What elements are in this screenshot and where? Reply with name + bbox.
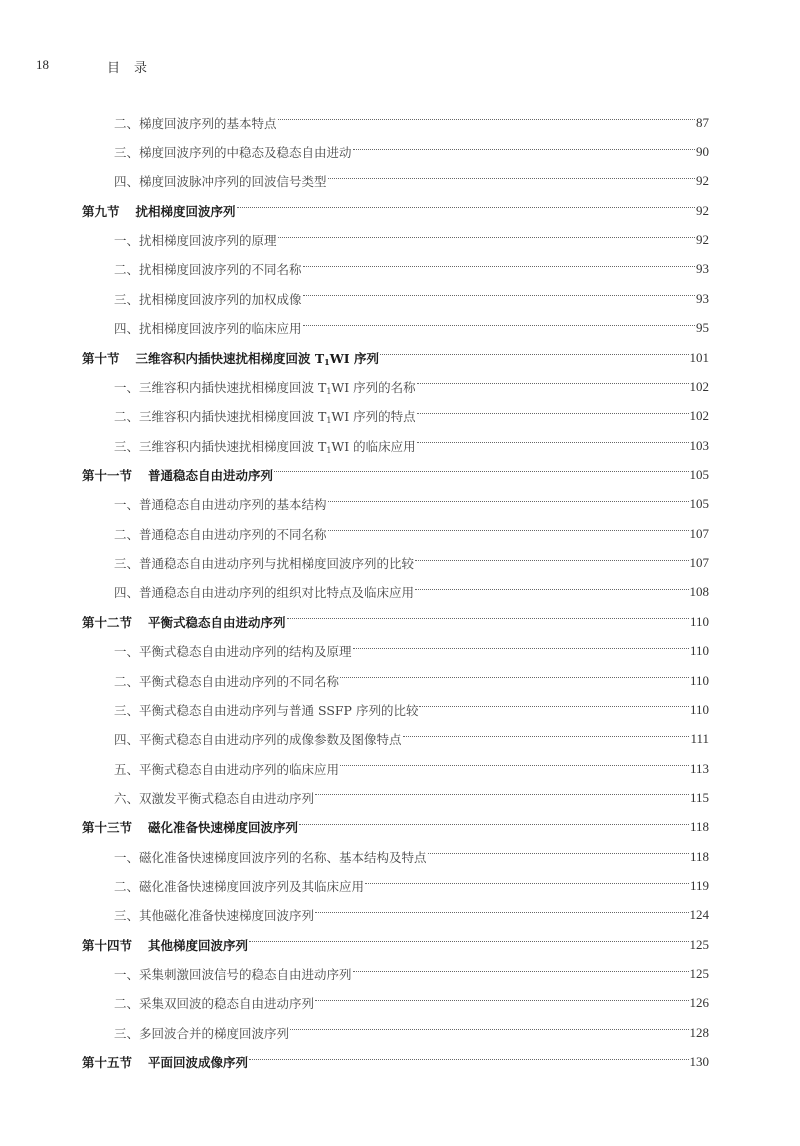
- dot-leader: [315, 1000, 688, 1001]
- toc-subsection-entry[interactable]: [82, 842, 709, 871]
- entry-title-text: 一、平衡式稳态自由进动序列的结构及原理: [114, 644, 352, 660]
- dot-leader: [237, 207, 695, 208]
- entry-title-text: 四、普通稳态自由进动序列的组织对比特点及临床应用: [114, 585, 415, 601]
- entry-title-text: 扰相梯度回波序列: [135, 203, 236, 219]
- toc-subsection-entry[interactable]: [82, 901, 709, 930]
- dot-leader: [340, 677, 689, 678]
- entry-page-number: 87: [696, 114, 709, 130]
- dot-leader: [365, 883, 689, 884]
- dot-leader: [328, 178, 695, 179]
- entry-title-text: 二、平衡式稳态自由进动序列的不同名称: [114, 673, 340, 689]
- dot-leader: [415, 589, 688, 590]
- entry-page-number: 107: [689, 525, 709, 541]
- entry-page-number: 125: [689, 936, 709, 952]
- entry-page-number: 110: [689, 643, 709, 659]
- entry-title-text: 三维容积内插快速扰相梯度回波 T: [135, 350, 325, 366]
- dot-leader: [274, 471, 688, 472]
- entry-page-number: 119: [689, 878, 709, 894]
- toc-subsection-entry[interactable]: [82, 754, 709, 783]
- entry-page-number: 105: [689, 466, 709, 482]
- entry-page-number: 105: [689, 496, 709, 512]
- subscript: 1: [324, 356, 330, 367]
- toc-section-entry[interactable]: [82, 196, 709, 225]
- section-number: 第十四节: [82, 937, 133, 953]
- entry-title: [114, 437, 416, 455]
- toc-section-entry[interactable]: [82, 607, 709, 636]
- toc-subsection-entry[interactable]: [82, 225, 709, 254]
- dot-leader: [303, 325, 695, 326]
- dot-leader: [287, 618, 689, 619]
- entry-page-number: 90: [696, 144, 709, 160]
- dot-leader: [428, 853, 689, 854]
- entry-title: [114, 1024, 289, 1042]
- entry-title-text: 三、普通稳态自由进动序列与扰相梯度回波序列的比较: [114, 556, 415, 572]
- entry-title: [114, 965, 352, 983]
- dot-leader: [315, 794, 689, 795]
- running-header-title: 目录: [107, 61, 162, 76]
- entry-title: [114, 172, 327, 190]
- entry-title-text: 磁化准备快速梯度回波序列: [148, 820, 299, 836]
- entry-title: [114, 760, 339, 778]
- entry-title: [114, 730, 402, 748]
- entry-title-text: 五、平衡式稳态自由进动序列的临床应用: [114, 761, 340, 777]
- toc-section-entry[interactable]: [82, 343, 709, 372]
- entry-page-number: 110: [689, 613, 709, 629]
- entry-title-text-after: WI 序列的特点: [331, 409, 416, 425]
- dot-leader: [380, 354, 689, 355]
- entry-title-text: 一、采集刺激回波信号的稳态自由进动序列: [114, 967, 352, 983]
- entry-title: [148, 466, 273, 484]
- entry-title-text: 二、采集双回波的稳态自由进动序列: [114, 996, 315, 1012]
- entry-title-text-after: WI 序列的名称: [331, 379, 416, 395]
- entry-title: [114, 789, 314, 807]
- toc-subsection-entry[interactable]: [82, 666, 709, 695]
- dot-leader: [417, 442, 689, 443]
- section-number: 第十一节: [82, 467, 133, 483]
- toc-subsection-entry[interactable]: [82, 284, 709, 313]
- entry-title: [114, 231, 277, 249]
- toc-subsection-entry[interactable]: [82, 548, 709, 577]
- entry-title: [114, 114, 277, 132]
- entry-title-text: 三、多回波合并的梯度回波序列: [114, 1025, 290, 1041]
- toc-subsection-entry[interactable]: [82, 783, 709, 812]
- entry-title: [114, 877, 364, 895]
- entry-page-number: 110: [689, 701, 709, 717]
- entry-title: [148, 613, 286, 631]
- dot-leader: [249, 941, 688, 942]
- entry-title-text: 普通稳态自由进动序列: [148, 467, 274, 483]
- entry-title: [114, 672, 339, 690]
- entry-title-text: 二、三维容积内插快速扰相梯度回波 T: [114, 409, 327, 425]
- entry-title: [136, 202, 236, 220]
- subscript: 1: [326, 445, 332, 455]
- dot-leader: [290, 1029, 688, 1030]
- dot-leader: [353, 971, 689, 972]
- dot-leader: [415, 560, 688, 561]
- entry-page-number: 125: [689, 966, 709, 982]
- entry-title: [114, 143, 352, 161]
- entry-title: [114, 290, 302, 308]
- section-number: 第十二节: [82, 614, 133, 630]
- toc-subsection-entry[interactable]: [82, 167, 709, 196]
- entry-page-number: 126: [689, 995, 709, 1011]
- toc-subsection-entry[interactable]: [82, 402, 709, 431]
- section-number: 第十节: [82, 350, 120, 366]
- entry-title-text: 二、梯度回波序列的基本特点: [114, 115, 277, 131]
- entry-title: [148, 1053, 248, 1071]
- entry-title-text-after: WI 序列: [329, 350, 379, 366]
- dot-leader: [417, 413, 689, 414]
- entry-page-number: 93: [696, 261, 709, 277]
- toc-subsection-entry[interactable]: [82, 695, 709, 724]
- toc-section-entry[interactable]: [82, 460, 709, 489]
- toc-subsection-entry[interactable]: [82, 490, 709, 519]
- entry-title-text: 二、磁化准备快速梯度回波序列及其临床应用: [114, 879, 365, 895]
- entry-title-text: 三、其他磁化准备快速梯度回波序列: [114, 908, 315, 924]
- entry-page-number: 93: [696, 290, 709, 306]
- entry-title: [114, 848, 427, 866]
- toc-section-entry[interactable]: [82, 1048, 709, 1077]
- entry-title: [114, 906, 314, 924]
- entry-page-number: 102: [689, 408, 709, 424]
- page-number: 18: [36, 57, 49, 72]
- entry-page-number: 108: [689, 584, 709, 600]
- dot-leader: [303, 266, 695, 267]
- entry-title-text: 三、平衡式稳态自由进动序列与普通 SSFP 序列的比较: [114, 702, 419, 718]
- entry-title: [114, 260, 302, 278]
- entry-title-text: 一、磁化准备快速梯度回波序列的名称、基本结构及特点: [114, 849, 427, 865]
- entry-title-text: 三、梯度回波序列的中稳态及稳态自由进动: [114, 145, 352, 161]
- entry-page-number: 118: [689, 848, 709, 864]
- entry-title: [114, 642, 352, 660]
- toc-subsection-entry[interactable]: [82, 578, 709, 607]
- entry-title-text: 二、普通稳态自由进动序列的不同名称: [114, 526, 327, 542]
- toc-subsection-entry[interactable]: [82, 431, 709, 460]
- dot-leader: [353, 648, 689, 649]
- entry-title: [114, 378, 416, 396]
- toc-subsection-entry[interactable]: [82, 871, 709, 900]
- toc-subsection-entry[interactable]: [82, 372, 709, 401]
- toc-subsection-entry[interactable]: [82, 255, 709, 284]
- toc-subsection-entry[interactable]: [82, 725, 709, 754]
- section-number: 第十三节: [82, 820, 133, 836]
- entry-title-text-after: WI 的临床应用: [331, 438, 416, 454]
- entry-page-number: 92: [696, 202, 709, 218]
- entry-title: [136, 349, 379, 367]
- subscript: 1: [326, 416, 332, 426]
- entry-page-number: 111: [690, 731, 709, 747]
- dot-leader: [419, 706, 689, 707]
- entry-title: [114, 554, 414, 572]
- dot-leader: [340, 765, 689, 766]
- entry-title-text: 四、扰相梯度回波序列的临床应用: [114, 321, 302, 337]
- entry-title-text: 四、梯度回波脉冲序列的回波信号类型: [114, 174, 327, 190]
- toc-subsection-entry[interactable]: [82, 137, 709, 166]
- entry-title: [114, 495, 327, 513]
- entry-title-text: 平衡式稳态自由进动序列: [148, 614, 286, 630]
- entry-title-text: 六、双激发平衡式稳态自由进动序列: [114, 790, 315, 806]
- entry-page-number: 110: [689, 672, 709, 688]
- toc-section-entry[interactable]: [82, 930, 709, 959]
- dot-leader: [403, 736, 690, 737]
- toc-subsection-entry[interactable]: [82, 989, 709, 1018]
- dot-leader: [249, 1059, 688, 1060]
- dot-leader: [299, 824, 689, 825]
- section-number: 第十五节: [82, 1055, 133, 1071]
- dot-leader: [315, 912, 688, 913]
- entry-page-number: 118: [689, 819, 709, 835]
- entry-page-number: 95: [696, 320, 709, 336]
- entry-title: [148, 818, 298, 836]
- toc-subsection-entry[interactable]: [82, 1018, 709, 1047]
- entry-page-number: 124: [689, 907, 709, 923]
- entry-page-number: 92: [696, 232, 709, 248]
- entry-title-text: 一、三维容积内插快速扰相梯度回波 T: [114, 379, 327, 395]
- dot-leader: [328, 530, 689, 531]
- entry-page-number: 103: [689, 437, 709, 453]
- table-of-contents: [82, 108, 709, 1077]
- toc-section-entry[interactable]: [82, 813, 709, 842]
- dot-leader: [278, 237, 695, 238]
- entry-title: [114, 701, 418, 719]
- dot-leader: [353, 149, 695, 150]
- entry-page-number: 130: [689, 1054, 709, 1070]
- entry-title: [114, 407, 416, 425]
- entry-title: [114, 319, 302, 337]
- entry-page-number: 101: [689, 349, 709, 365]
- entry-title: [114, 994, 314, 1012]
- entry-page-number: 113: [689, 760, 709, 776]
- dot-leader: [328, 501, 689, 502]
- dot-leader: [278, 119, 695, 120]
- toc-subsection-entry[interactable]: [82, 519, 709, 548]
- entry-page-number: 92: [696, 173, 709, 189]
- subscript: 1: [326, 386, 332, 396]
- entry-title-text: 一、普通稳态自由进动序列的基本结构: [114, 497, 327, 513]
- entry-title-text: 二、扰相梯度回波序列的不同名称: [114, 262, 302, 278]
- dot-leader: [303, 295, 695, 296]
- entry-title-text: 三、三维容积内插快速扰相梯度回波 T: [114, 438, 327, 454]
- entry-page-number: 102: [689, 378, 709, 394]
- entry-title-text: 平面回波成像序列: [148, 1055, 249, 1071]
- toc-subsection-entry[interactable]: [82, 636, 709, 665]
- toc-subsection-entry[interactable]: [82, 314, 709, 343]
- entry-page-number: 107: [689, 555, 709, 571]
- dot-leader: [417, 383, 689, 384]
- entry-title: [148, 936, 248, 954]
- entry-title-text: 其他梯度回波序列: [148, 937, 249, 953]
- entry-title-text: 三、扰相梯度回波序列的加权成像: [114, 291, 302, 307]
- entry-page-number: 115: [689, 789, 709, 805]
- entry-title: [114, 583, 414, 601]
- section-number: 第九节: [82, 203, 120, 219]
- entry-title-text: 四、平衡式稳态自由进动序列的成像参数及图像特点: [114, 732, 402, 748]
- toc-subsection-entry[interactable]: [82, 108, 709, 137]
- entry-title: [114, 525, 327, 543]
- entry-title-text: 一、扰相梯度回波序列的原理: [114, 233, 277, 249]
- entry-page-number: 128: [689, 1024, 709, 1040]
- toc-subsection-entry[interactable]: [82, 959, 709, 988]
